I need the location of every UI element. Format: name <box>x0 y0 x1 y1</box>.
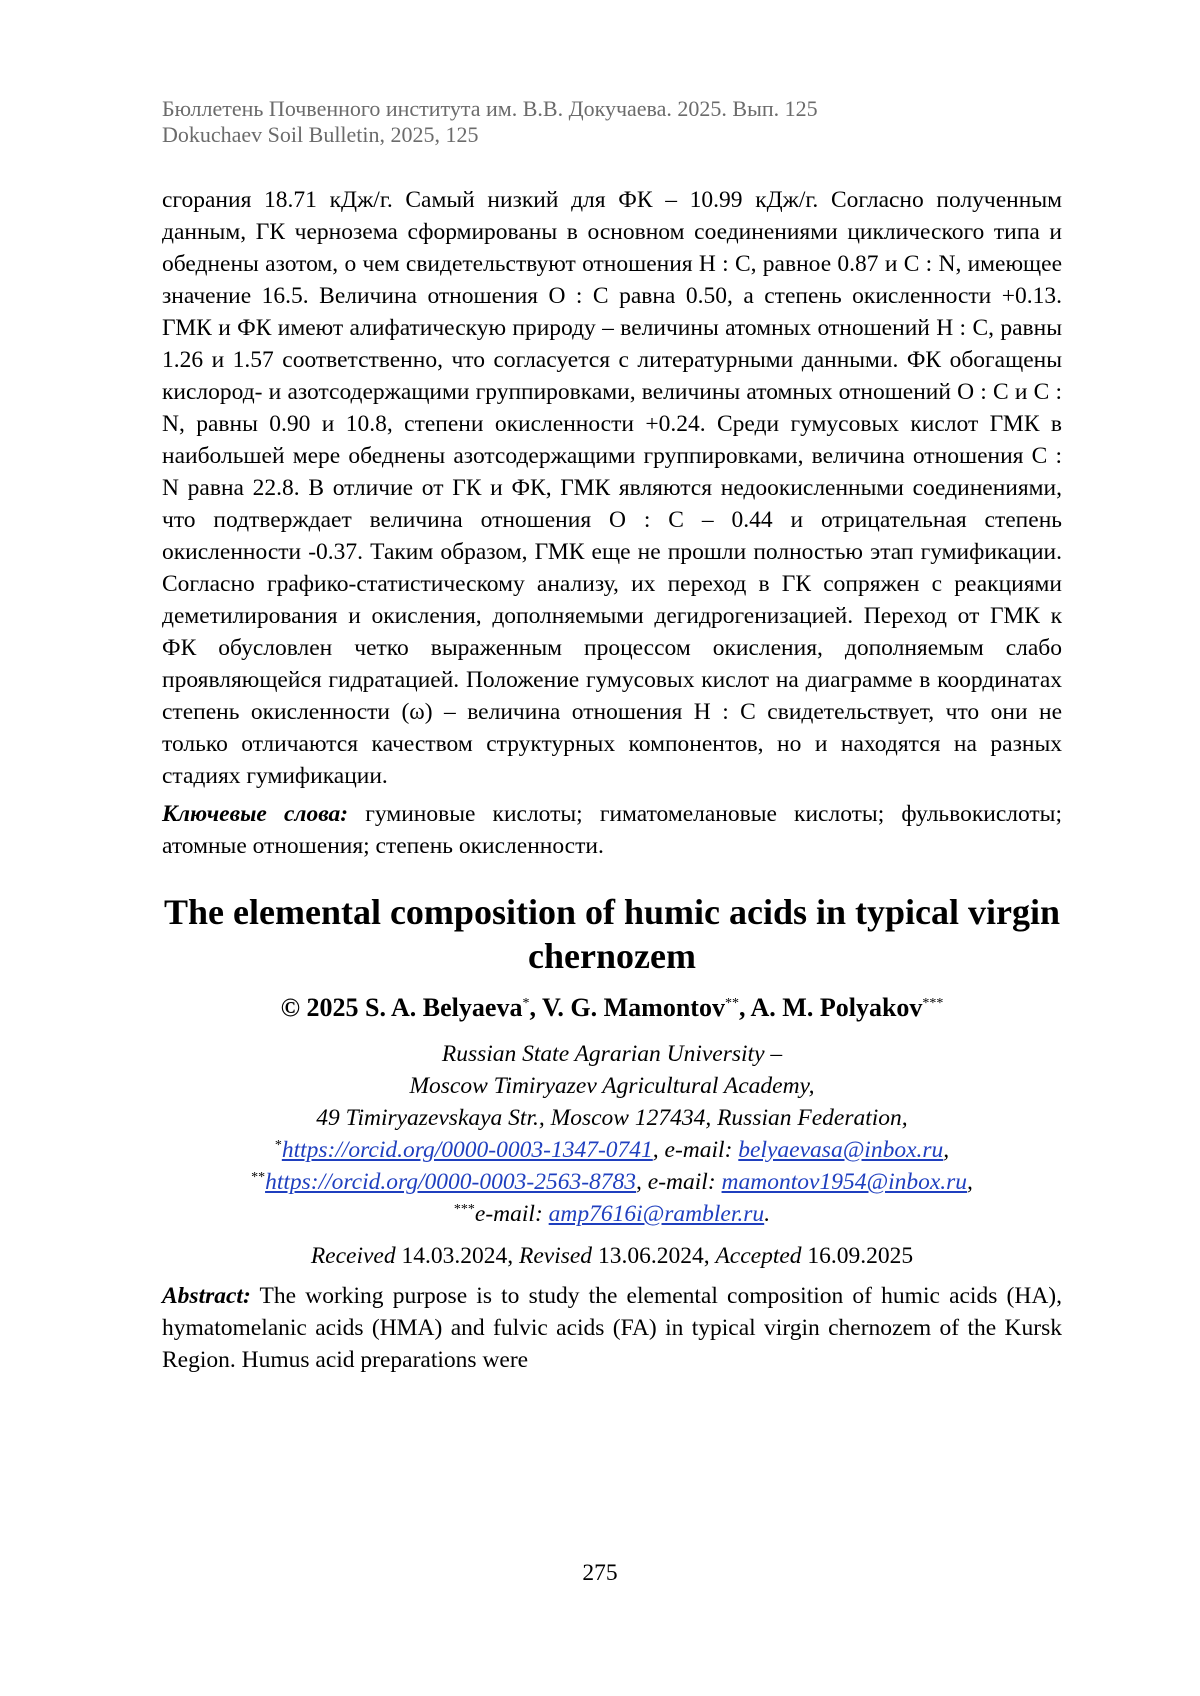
contact-mark: *** <box>453 1202 475 1217</box>
abstract-text: The working purpose is to study the elemental composition of humic acids (HA), hymatomelanic acids (HMA) and fulvic acids (FA) in typical virgin chernozem of the Kursk Region. Humus acid preparations were <box>162 1283 1062 1373</box>
page-number: 275 <box>582 1560 618 1586</box>
author-1-email-link[interactable]: belyaevasa@inbox.ru <box>738 1137 944 1163</box>
keywords-label: Ключевые слова: <box>162 801 349 827</box>
author-3: A. M. Polyakov <box>750 993 923 1022</box>
russian-abstract-body: сгорания 18.71 кДж/г. Самый низкий для ФК – 10.99 кДж/г. Согласно полученным данным, ГК чернозема сформированы в основном соединениями циклического типа и обеднены азотом, о чем свидетельствуют отношения H : C, равное 0.87 и C : N, имеющее значение 16.5. Величина отношения O : C равна 0.50, а степень окисленности +0.13. ГМК и ФК имеют алифатическую природу – величины атомных отношений H : C, равны 1.26 и 1.57 соответственно, что согласуется с литературными данными. ФК обогащены кислород- и азотсодержащими группировками, величины атомных отношений O : C и C : N, равны 0.90 и 10.8, степени окисленности +0.24. Среди гумусовых кислот ГМК в наибольшей мере обеднены азотсодержащими группировками, величина отношения C : N равна 22.8. В отличие от ГК и ФК, ГМК являются недоокисленными соединениями, что подтверждает величина отношения O : C – 0.44 и отрицательная степень окисленности -0.37. Таким образом, ГМК еще не прошли полностью этап гумификации. Согласно графико-статистическому анализу, их переход в ГК сопряжен с реакциями деметилирования и окисления, дополняемыми дегидрогенизацией. Переход от ГМК к ФК обусловлен четко выраженным процессом окисления, дополняемым слабо проявляющейся гидратацией. Положение гумусовых кислот на диаграмме в координатах степень окисленности (ω) – величина отношения H : C свидетельствует, что они не только отличаются качеством структурных компонентов, но и находятся на разных стадиях гумификации. <box>162 187 1062 789</box>
email-label: , e-mail: <box>652 1137 739 1163</box>
author-3-contacts <box>162 1198 1062 1230</box>
article-title: The elemental composition of humic acids in typical virgin chernozem <box>164 892 1060 976</box>
accepted-label: Accepted <box>715 1243 802 1269</box>
email-label: e-mail: <box>474 1201 549 1227</box>
dates-line <box>162 1240 1062 1272</box>
contact-mark: * <box>274 1138 282 1153</box>
author-1: S. A. Belyaeva <box>365 993 523 1022</box>
author-1-orcid-link[interactable]: https://orcid.org/0000-0003-1347-0741 <box>281 1137 653 1163</box>
keywords-paragraph <box>162 798 1062 862</box>
affiliation-block <box>162 1038 1062 1230</box>
author-2-orcid-link[interactable]: https://orcid.org/0000-0003-2563-8783 <box>265 1169 637 1195</box>
affiliation-line-1: Russian State Agrarian University – <box>441 1041 783 1067</box>
journal-header-en: Dokuchaev Soil Bulletin, 2025, 125 <box>162 122 479 147</box>
author-2-email-link[interactable]: mamontov1954@inbox.ru <box>721 1169 968 1195</box>
author-2: V. G. Mamontov <box>541 993 725 1022</box>
abstract-label: Abstract: <box>162 1283 251 1309</box>
journal-header-ru: Бюллетень Почвенного института им. В.В. Докучаева. 2025. Вып. 125 <box>162 96 818 121</box>
author-2-contacts <box>162 1166 1062 1198</box>
affiliation-line-2: Moscow Timiryazev Agricultural Academy, <box>409 1073 815 1099</box>
revised-date: 13.06.2024, <box>592 1243 716 1269</box>
author-1-mark: * <box>522 996 530 1011</box>
revised-label: Revised <box>518 1243 593 1269</box>
contact-mark: ** <box>251 1170 266 1185</box>
english-abstract <box>162 1280 1062 1376</box>
comma: , <box>943 1137 950 1163</box>
keywords-text: гуминовые кислоты; гиматомелановые кислоты; фульвокислоты; атомные отношения; степень окисленности. <box>162 801 1063 859</box>
received-label: Received <box>310 1243 396 1269</box>
affiliation-line-3: 49 Timiryazevskaya Str., Moscow 127434, Russian Federation, <box>316 1105 908 1131</box>
author-1-contacts <box>162 1134 1062 1166</box>
email-label: , e-mail: <box>636 1169 722 1195</box>
copyright-year: © 2025 <box>280 993 365 1022</box>
accepted-date: 16.09.2025 <box>801 1243 914 1269</box>
author-2-mark: ** <box>724 996 739 1011</box>
page <box>162 96 1062 1376</box>
period: . <box>764 1201 771 1227</box>
author-3-email-link[interactable]: amp7616i@rambler.ru <box>548 1201 765 1227</box>
author-separator: , <box>738 993 751 1022</box>
author-3-mark: *** <box>922 996 944 1011</box>
author-separator: , <box>529 993 542 1022</box>
comma: , <box>967 1169 973 1195</box>
received-date: 14.03.2024, <box>395 1243 519 1269</box>
authors-line <box>162 990 1062 1026</box>
